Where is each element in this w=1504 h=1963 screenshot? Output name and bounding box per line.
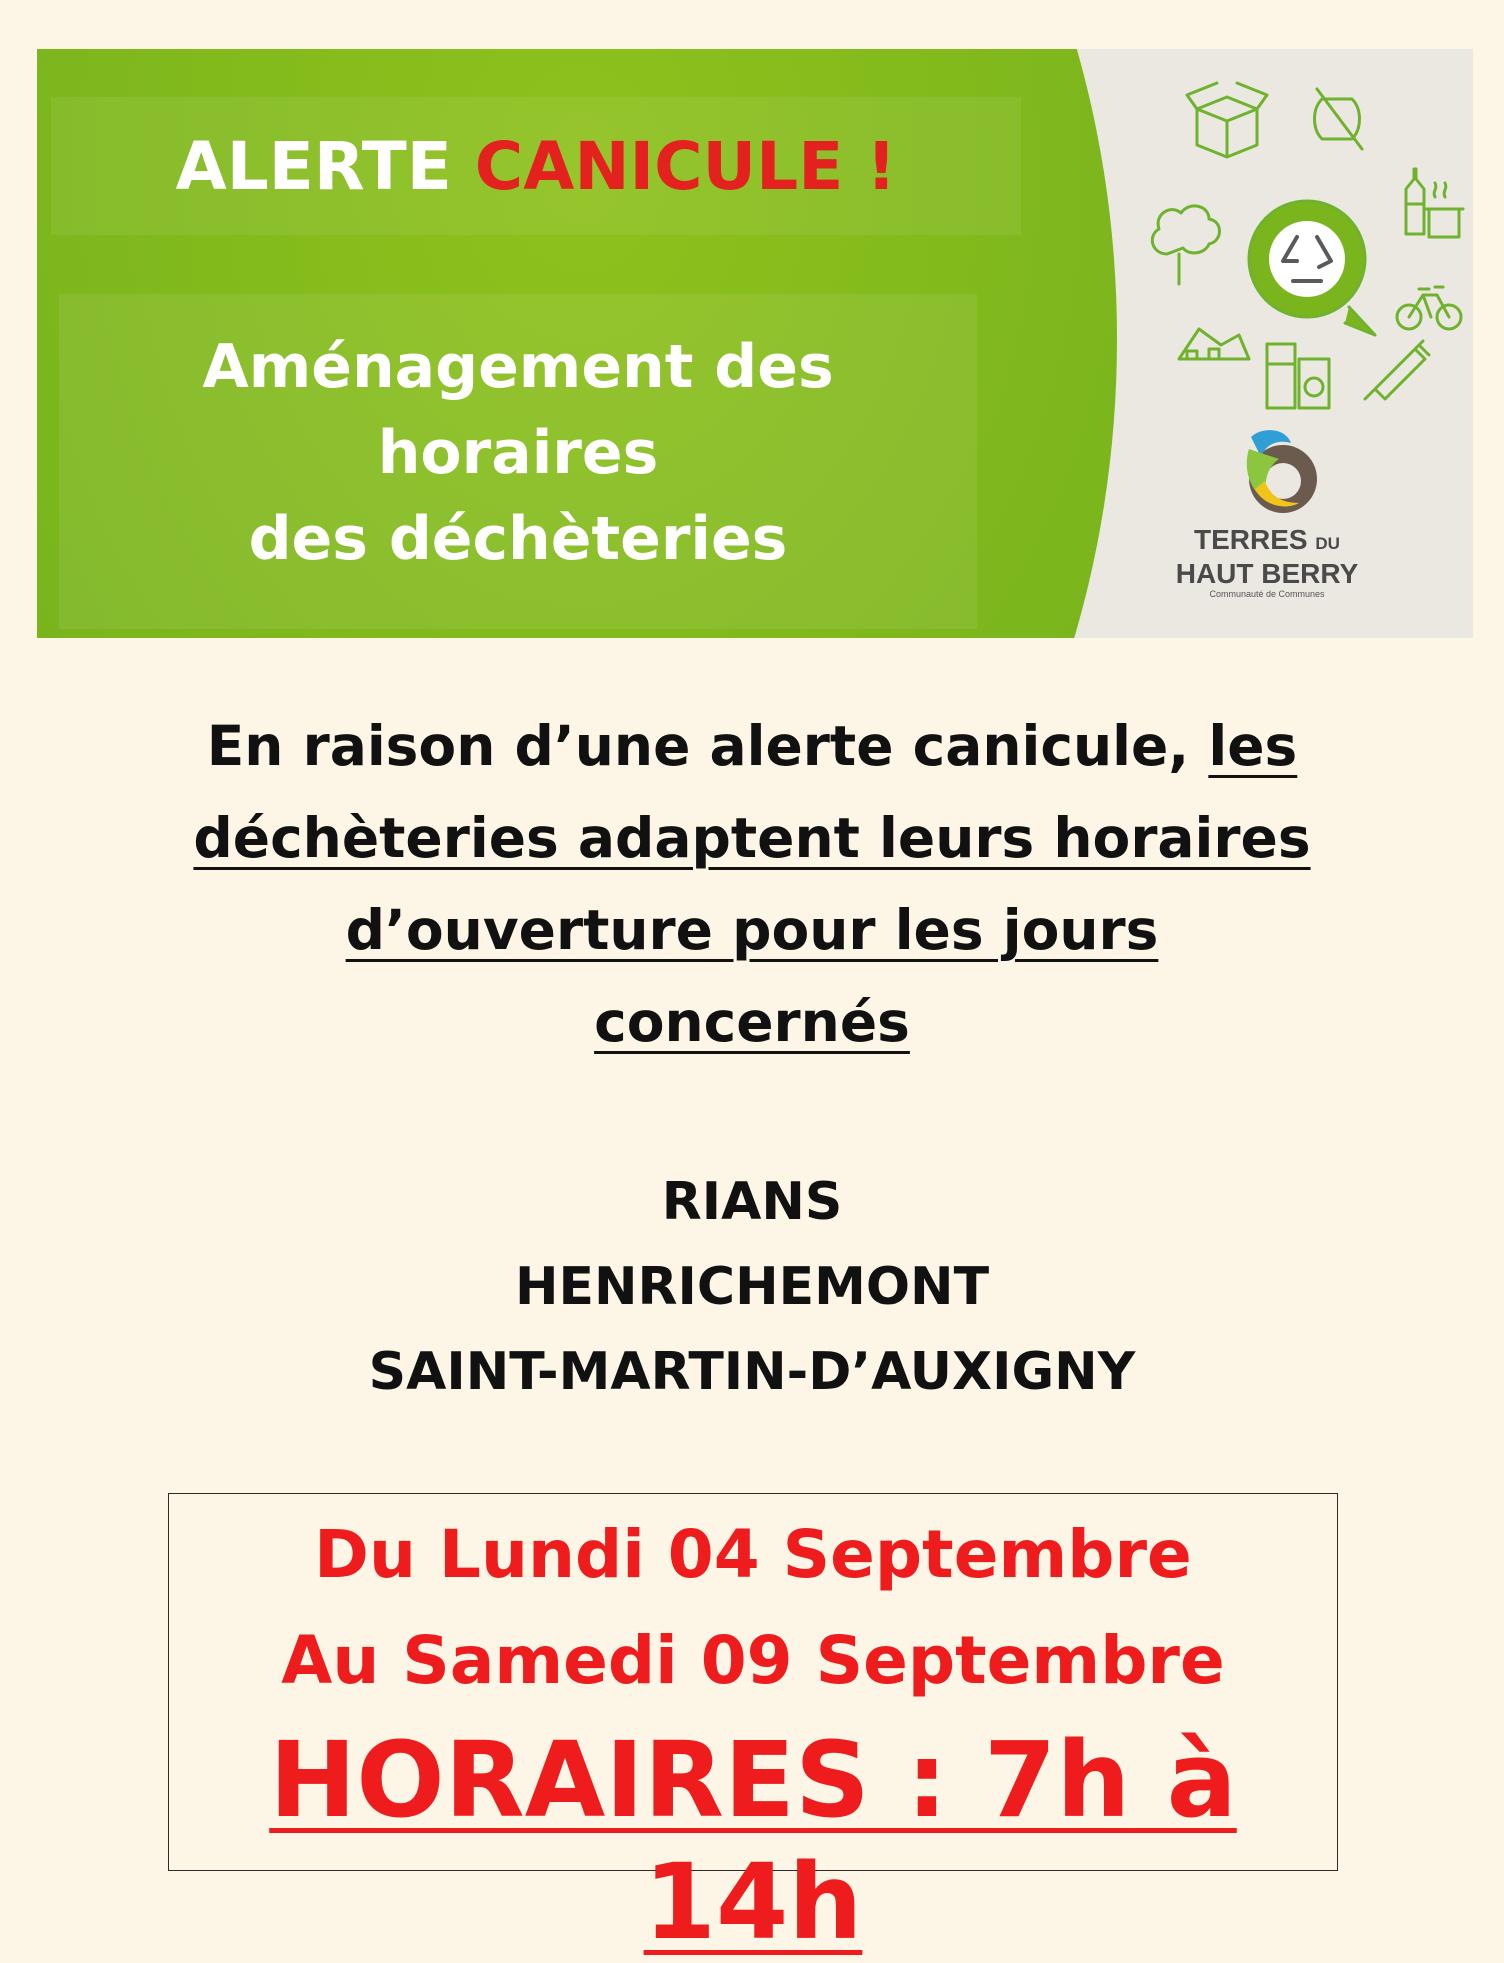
box-icon xyxy=(1187,83,1267,157)
header-banner xyxy=(37,49,1473,638)
sites-list xyxy=(100,1160,1404,1415)
rubble-icon xyxy=(1179,329,1249,359)
subtitle-panel xyxy=(59,294,977,629)
site-rians: RIANS xyxy=(661,1172,843,1232)
intro-line-1 xyxy=(120,700,1384,792)
recycle-icon xyxy=(1249,201,1375,335)
pot-icon xyxy=(1425,183,1463,237)
intro-paragraph xyxy=(120,700,1384,1068)
intro-underlined-3: d’ouverture pour les jours xyxy=(345,898,1159,962)
alert-title xyxy=(51,97,1021,235)
waste-icons xyxy=(1117,59,1467,419)
bicycle-icon xyxy=(1397,287,1461,329)
no-recycle-icon xyxy=(1315,89,1363,149)
terres-du-haut-berry-logo xyxy=(1137,419,1437,629)
bottle-icon xyxy=(1406,169,1424,234)
alert-highlight: CANICULE ! xyxy=(474,127,897,205)
logo-name-haut-berry: HAUT BERRY xyxy=(1175,558,1359,589)
tree-icon xyxy=(1152,206,1219,284)
intro-plain: En raison d’une alerte canicule, xyxy=(206,714,1190,778)
subtitle-line-2: des déchèteries xyxy=(248,504,788,574)
intro-underlined-4: concernés xyxy=(594,990,910,1054)
schedule-from: Du Lundi 04 Septembre xyxy=(314,1516,1192,1593)
logo-name-terres: TERRES xyxy=(1194,524,1308,555)
alert-prefix: ALERTE xyxy=(175,127,452,205)
subtitle-line-1: Aménagement des horaires xyxy=(202,332,834,488)
logo-name-du: DU xyxy=(1315,534,1340,553)
schedule-to: Au Samedi 09 Septembre xyxy=(281,1622,1225,1699)
intro-underlined-2: déchèteries adaptent leurs horaires xyxy=(193,806,1311,870)
site-henrichemont: HENRICHEMONT xyxy=(514,1257,990,1317)
site-saint-martin: SAINT-MARTIN-D’AUXIGNY xyxy=(368,1342,1136,1402)
subtitle xyxy=(59,324,977,582)
schedule-box xyxy=(168,1493,1338,1963)
schedule-hours: HORAIRES : 7h à 14h xyxy=(269,1719,1237,1963)
syringe-icon xyxy=(1365,341,1429,399)
logo-mark-icon xyxy=(1137,419,1397,523)
intro-underlined-1: les xyxy=(1208,714,1298,778)
appliance-icon xyxy=(1267,344,1329,408)
logo-tagline: Communauté de Communes xyxy=(1209,589,1325,599)
logo-name xyxy=(1137,525,1397,589)
